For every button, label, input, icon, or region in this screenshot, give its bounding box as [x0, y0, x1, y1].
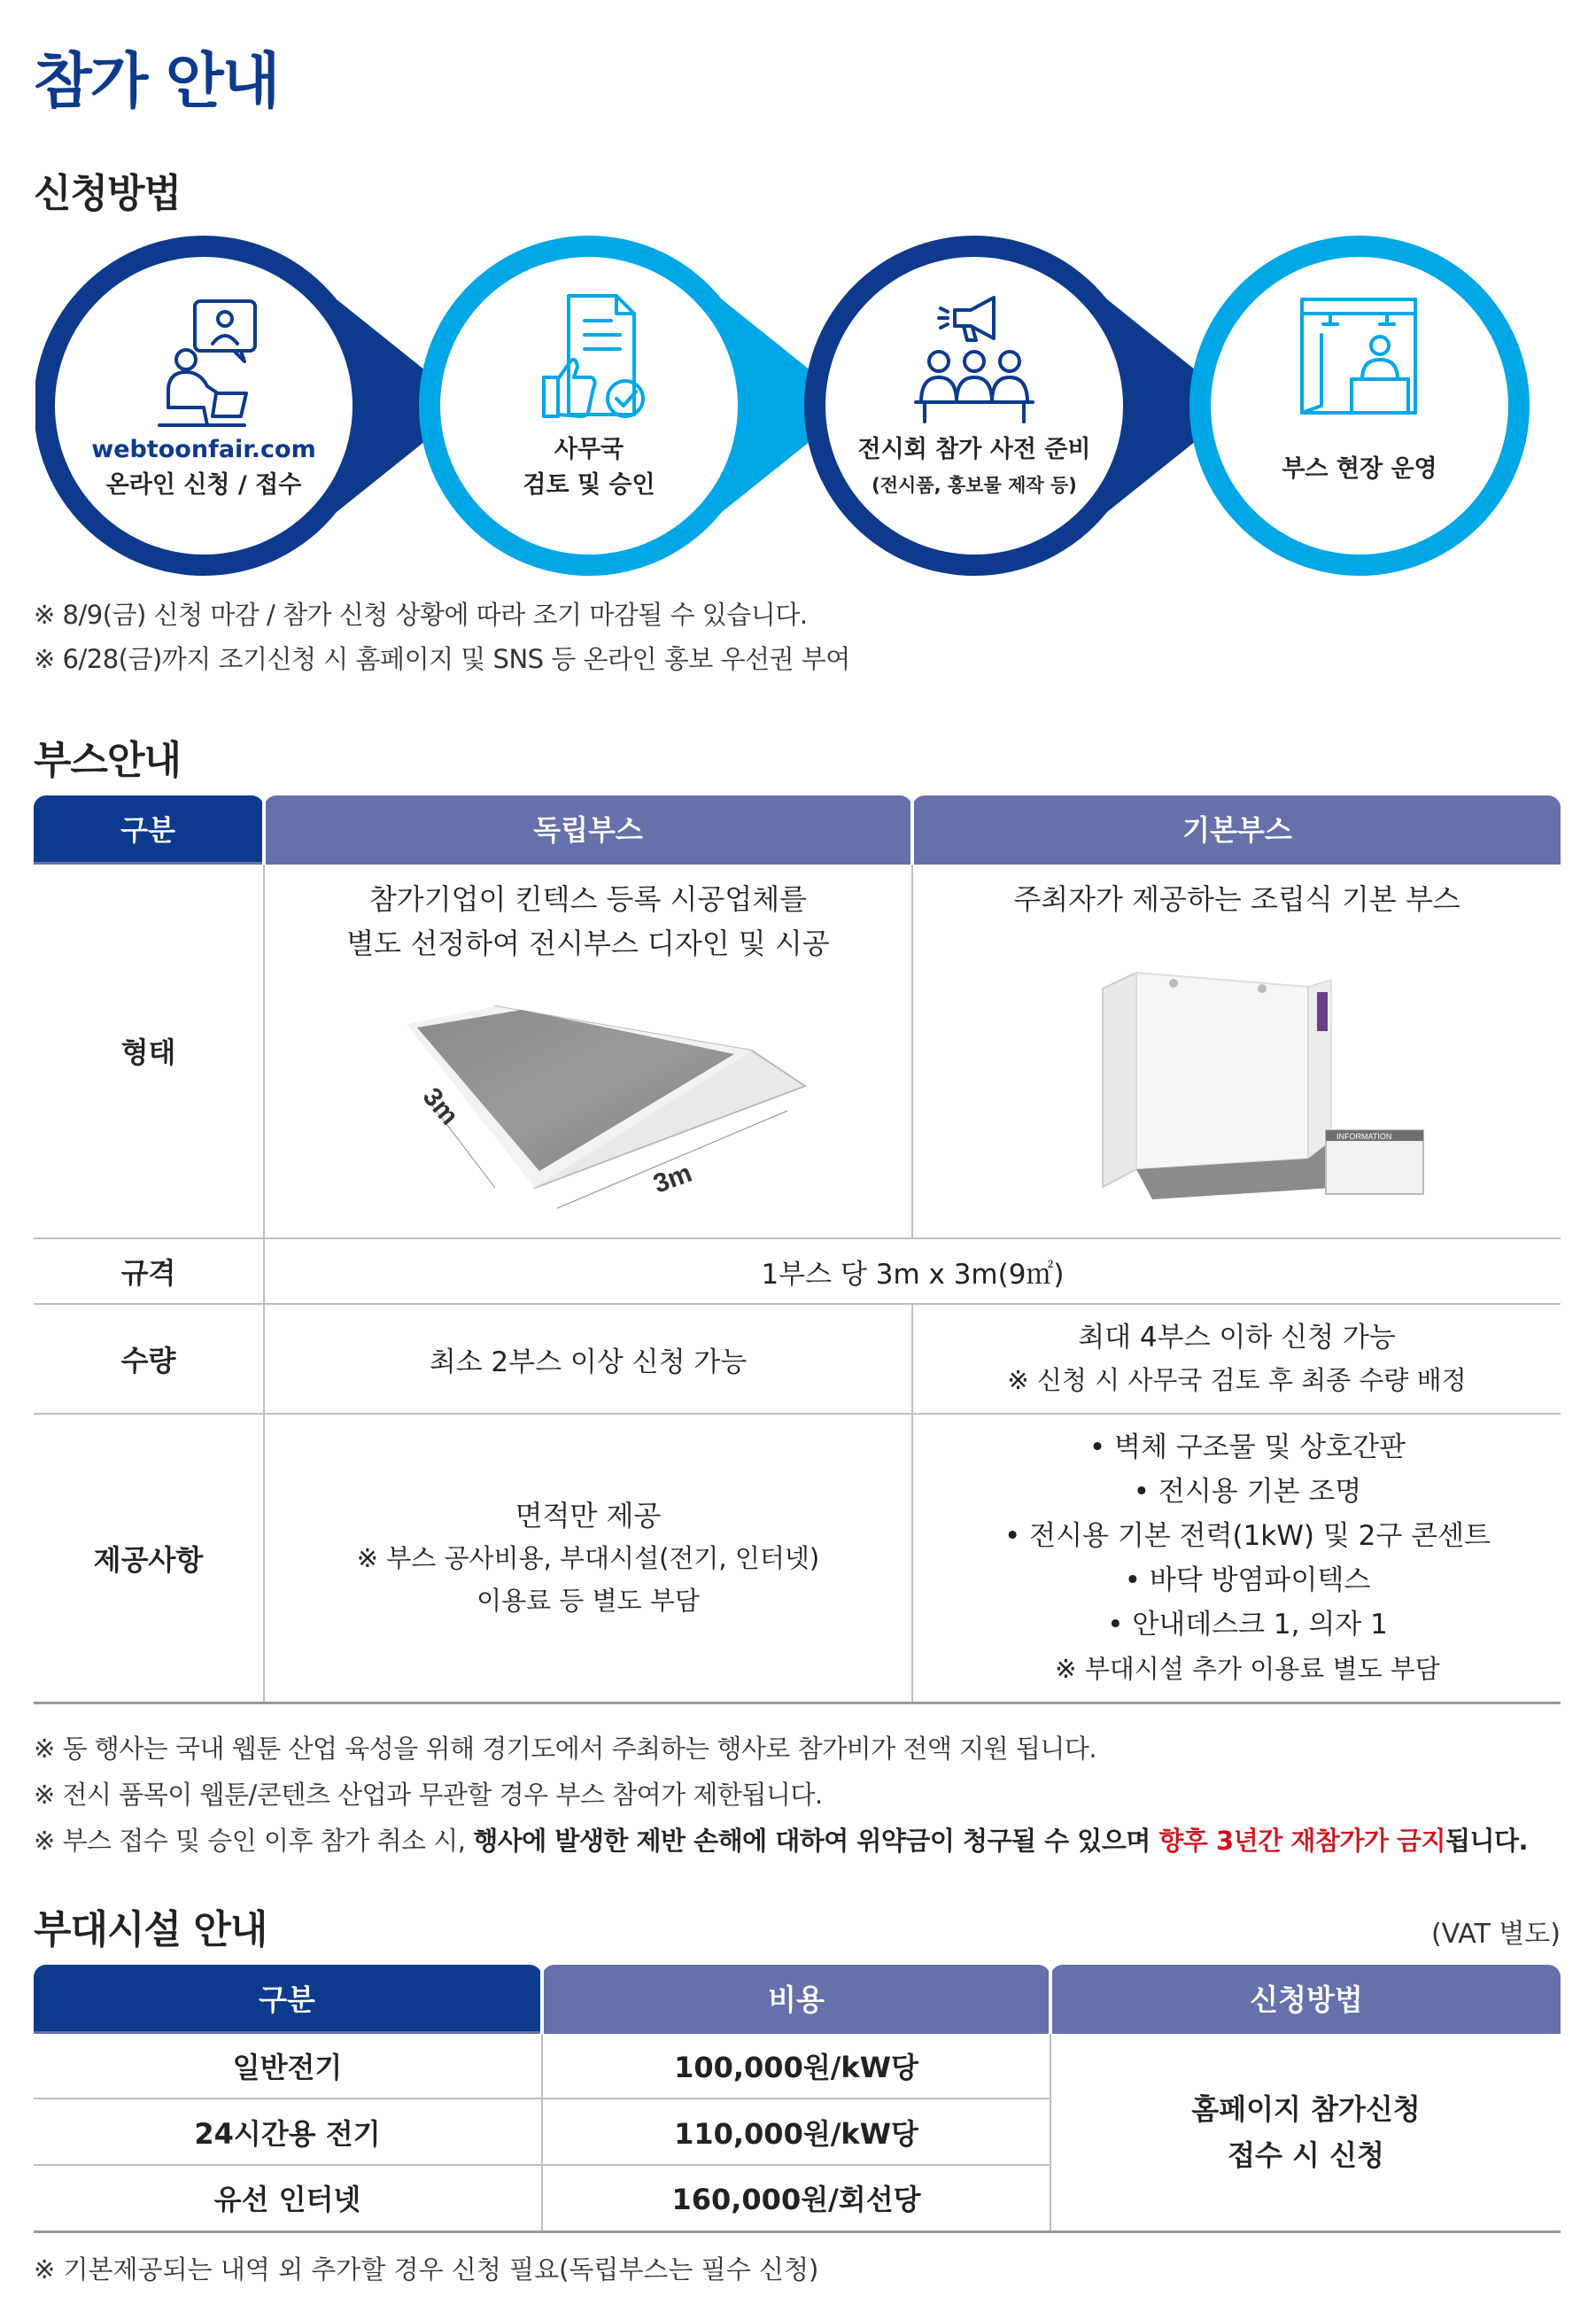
apply-note-1: ※ 8/9(금) 신청 마감 / 참가 신청 상황에 따라 조기 마감될 수 있습니다.: [34, 600, 808, 630]
facility-cost: 160,000원/회선당: [542, 2165, 1050, 2231]
booth-note-3-a: ※ 부스 접수 및 승인 이후 참가 취소 시,: [34, 1826, 474, 1856]
provide-item: • 전시용 기본 전력(1kW) 및 2구 콘센트: [1004, 1519, 1491, 1552]
provide-item: • 벽체 구조물 및 상호간판: [1089, 1431, 1406, 1463]
facility-header-category: 구분: [34, 1965, 542, 2032]
booth-header-basic: 기본부스: [912, 795, 1561, 863]
section-title-booth: 부스안내: [34, 738, 182, 783]
booth-table: [34, 795, 1561, 1704]
facility-header-cost: 비용: [542, 1965, 1050, 2032]
facility-name: 24시간용 전기: [34, 2098, 542, 2165]
booth-quantity-independent: 최소 2부스 이상 신청 가능: [264, 1304, 912, 1414]
booth-note-3-c: 향후 3년간 재참가가 금지: [1158, 1826, 1446, 1856]
step-3-title: 전시회 참가 사전 준비: [857, 436, 1091, 463]
booth-provide-independent-cell: [264, 1414, 912, 1703]
booth-note-3: [34, 1821, 1528, 1858]
facility-name: 유선 인터넷: [34, 2165, 542, 2231]
process-flow: [35, 229, 1559, 583]
booth-note-3-d: 됩니다.: [1445, 1826, 1529, 1856]
apply-note-2: ※ 6/28(금)까지 조기신청 시 홈페이지 및 SNS 등 온라인 홍보 우선권 부여: [34, 644, 850, 674]
step-4-subtitle: 부스 현장 운영: [1282, 455, 1437, 483]
step-1-subtitle: 온라인 신청 / 접수: [105, 471, 302, 499]
page-title: 참가 안내: [34, 47, 279, 117]
independent-form-line-2: 별도 선정하여 전시부스 디자인 및 시공: [346, 926, 830, 960]
booth-row-provide: [34, 1414, 1561, 1703]
section-title-apply: 신청방법: [34, 171, 182, 216]
booth-note-3-b: 행사에 발생한 제반 손해에 대하여 위약금이 청구될 수 있으며: [473, 1826, 1159, 1856]
basic-booth-illustration: [1099, 962, 1453, 1228]
facility-table-header: [34, 1965, 1561, 2032]
booth-provide-label: 제공사항: [34, 1414, 264, 1703]
provide-item: • 바닥 방염파이텍스: [1124, 1563, 1371, 1596]
floor-dim-right: 3m: [649, 1158, 696, 1199]
facility-method-cell: [1050, 2032, 1561, 2231]
vat-note: (VAT 별도): [1430, 1919, 1561, 1950]
floor-dim-left: 3m: [416, 1082, 464, 1130]
booth-note-2: ※ 전시 품목이 웹툰/콘텐츠 산업과 무관할 경우 부스 참여가 제한됩니다.: [34, 1780, 823, 1810]
final-note: ※ 기본제공되는 내역 외 추가할 경우 신청 필요(독립부스는 필수 신청): [34, 2254, 819, 2285]
booth-table-header: [34, 795, 1561, 863]
step-3-text: [828, 432, 1120, 503]
facility-table: [34, 1965, 1561, 2233]
info-desk-label: INFORMATION: [1336, 1131, 1392, 1141]
booth-form-label: 형태: [34, 863, 264, 1238]
booth-quantity-label: 수량: [34, 1304, 264, 1414]
booth-quantity-basic-cell: [912, 1304, 1561, 1414]
booth-provide-independent-note-1: ※ 부스 공사비용, 부대시설(전기, 인터넷): [356, 1542, 820, 1573]
booth-header-independent: 독립부스: [264, 795, 912, 863]
section-title-facility: 부대시설 안내: [34, 1907, 267, 1952]
booth-note-1: ※ 동 행사는 국내 웹툰 산업 육성을 위해 경기도에서 주최하는 행사로 참가비가 전액 지원 됩니다.: [34, 1734, 1097, 1764]
table-row: [34, 2032, 1561, 2098]
facility-method-line-2: 접수 시 신청: [1228, 2137, 1384, 2172]
booth-header-category: 구분: [34, 795, 264, 863]
step-1-title[interactable]: webtoonfair.com: [91, 436, 316, 463]
booth-row-form: [34, 863, 1561, 1238]
process-flow-graphic: [35, 229, 1559, 583]
booth-provide-basic-list: [912, 1414, 1561, 1703]
basic-form-text: 주최자가 제공하는 조립식 기본 부스: [1013, 881, 1460, 916]
booth-spec-label: 규격: [34, 1238, 264, 1304]
facility-header-method: 신청방법: [1050, 1965, 1561, 2032]
booth-quantity-basic-note: ※ 신청 시 사무국 검토 후 최종 수량 배정: [1007, 1365, 1467, 1395]
facility-cost: 110,000원/kW당: [542, 2098, 1050, 2165]
provide-item: • 전시용 기본 조명: [1133, 1475, 1362, 1508]
step-4-text: [1213, 452, 1506, 487]
step-2-title: 사무국: [554, 436, 624, 463]
booth-form-independent: [264, 863, 912, 1238]
step-3-subtitle: (전시품, 홍보물 제작 등): [872, 475, 1077, 496]
floor-space-illustration: [362, 997, 823, 1228]
independent-form-line-1: 참가기업이 킨텍스 등록 시공업체를: [368, 881, 808, 916]
booth-provide-independent: 면적만 제공: [515, 1498, 662, 1532]
facility-cost: 100,000원/kW당: [542, 2032, 1050, 2098]
facility-method-line-1: 홈페이지 참가신청: [1191, 2091, 1421, 2126]
booth-row-quantity: [34, 1304, 1561, 1414]
booth-row-spec: [34, 1238, 1561, 1304]
provide-item: • 안내데스크 1, 의자 1: [1107, 1608, 1388, 1641]
booth-spec-value: 1부스 당 3m x 3m(9㎡): [264, 1238, 1561, 1304]
facility-name: 일반전기: [34, 2032, 542, 2098]
provide-basic-note: ※ 부대시설 추가 이용료 별도 부담: [1055, 1653, 1440, 1684]
booth-form-basic: [912, 863, 1561, 1238]
step-2-subtitle: 검토 및 승인: [523, 471, 655, 499]
booth-provide-independent-note-2: 이용료 등 별도 부담: [476, 1585, 700, 1616]
booth-quantity-basic: 최대 4부스 이하 신청 가능: [1078, 1322, 1396, 1354]
step-1-text: [58, 432, 350, 503]
step-2-text: [443, 432, 735, 503]
